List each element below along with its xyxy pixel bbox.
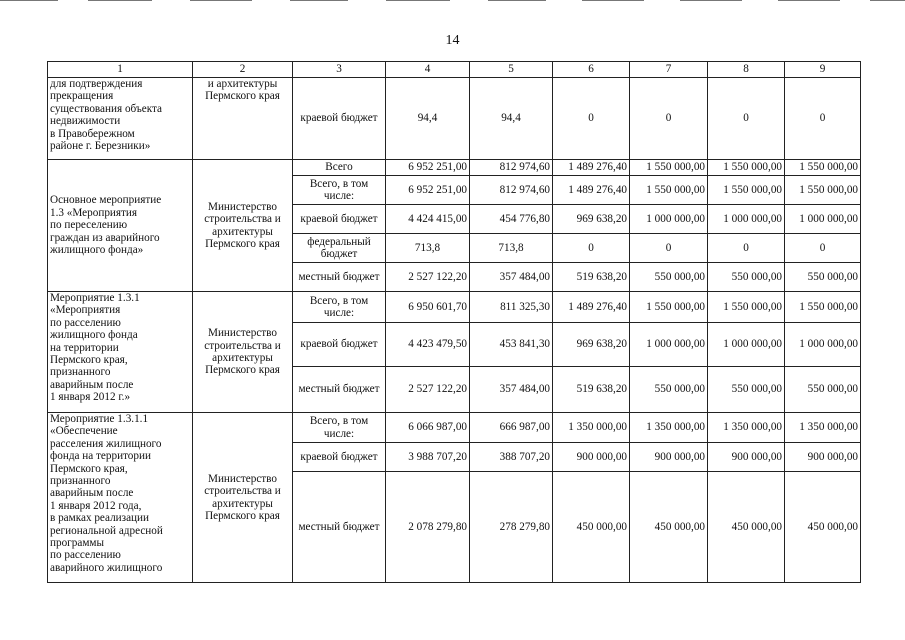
value-cell: 4 423 479,50 [386, 323, 470, 367]
table-row [48, 292, 861, 323]
value-cell: 0 [785, 78, 861, 160]
column-number: 8 [708, 62, 785, 78]
value-cell: 1 489 276,40 [553, 292, 630, 323]
value-cell: 2 078 279,80 [386, 472, 470, 583]
value-cell: 1 550 000,00 [630, 292, 708, 323]
value-cell: 969 638,20 [553, 205, 630, 234]
value-cell: 900 000,00 [785, 443, 861, 472]
item-line: Пермского края, [50, 462, 128, 475]
value-cell: 0 [553, 234, 630, 263]
value-cell: 1 350 000,00 [630, 413, 708, 443]
responsible-cell: Министерство строительства и архитектуры Пермского края [193, 160, 293, 292]
source-cell: Всего, в том числе: [293, 292, 386, 323]
source-cell: местный бюджет [293, 367, 386, 413]
source-cell: местный бюджет [293, 263, 386, 292]
value-cell: 519 638,20 [553, 263, 630, 292]
value-cell: 1 000 000,00 [630, 323, 708, 367]
value-cell: 453 841,30 [470, 323, 553, 367]
item-line: расселения жилищного [50, 437, 162, 450]
item-line: аварийным после [50, 487, 134, 500]
value-cell: 1 550 000,00 [708, 160, 785, 176]
item-line: Основное мероприятие [50, 194, 162, 207]
column-number: 6 [553, 62, 630, 78]
value-cell: 812 974,60 [470, 176, 553, 205]
value-cell: 450 000,00 [785, 472, 861, 583]
item-line: недвижимости [50, 115, 121, 128]
value-cell: 0 [708, 78, 785, 160]
value-cell: 278 279,80 [470, 472, 553, 583]
value-cell: 550 000,00 [708, 263, 785, 292]
source-cell: краевой бюджет [293, 78, 386, 160]
value-cell: 4 424 415,00 [386, 205, 470, 234]
value-cell: 1 000 000,00 [630, 205, 708, 234]
value-cell: 0 [785, 234, 861, 263]
value-cell: 550 000,00 [785, 367, 861, 413]
value-cell: 1 550 000,00 [785, 160, 861, 176]
value-cell: 550 000,00 [708, 367, 785, 413]
page-top-rule-marks [0, 0, 905, 4]
value-cell: 1 000 000,00 [785, 323, 861, 367]
value-cell: 6 952 251,00 [386, 176, 470, 205]
value-cell: 519 638,20 [553, 367, 630, 413]
value-cell: 1 000 000,00 [708, 205, 785, 234]
value-cell: 1 550 000,00 [630, 176, 708, 205]
value-cell: 900 000,00 [630, 443, 708, 472]
item-line: 1.3 «Мероприятия [50, 206, 138, 219]
value-cell: 811 325,30 [470, 292, 553, 323]
value-cell: 2 527 122,20 [386, 367, 470, 413]
value-cell: 550 000,00 [785, 263, 861, 292]
item-line: фонда на территории [50, 450, 151, 463]
responsible-cell: и архитектуры Пермского края [193, 78, 293, 160]
page-number: 14 [445, 33, 460, 48]
item-name-cell [48, 292, 193, 413]
table-row [48, 413, 861, 443]
item-line: аварийным после [50, 378, 134, 391]
item-line: «Мероприятия [50, 304, 121, 317]
value-cell: 0 [553, 78, 630, 160]
value-cell: 94,4 [470, 78, 553, 160]
item-line: Мероприятие 1.3.1 [50, 292, 140, 304]
source-cell: федеральный бюджет [293, 234, 386, 263]
value-cell: 666 987,00 [470, 413, 553, 443]
item-line: на территории [50, 341, 119, 354]
item-line: граждан из аварийного [50, 231, 160, 244]
value-cell: 1 550 000,00 [785, 292, 861, 323]
value-cell: 1 350 000,00 [553, 413, 630, 443]
value-cell: 94,4 [386, 78, 470, 160]
column-number: 7 [630, 62, 708, 78]
value-cell: 1 550 000,00 [708, 292, 785, 323]
value-cell: 550 000,00 [630, 263, 708, 292]
source-cell: местный бюджет [293, 472, 386, 583]
value-cell: 713,8 [386, 234, 470, 263]
value-cell: 454 776,80 [470, 205, 553, 234]
value-cell: 1 000 000,00 [785, 205, 861, 234]
value-cell: 0 [708, 234, 785, 263]
item-line: признанного [50, 366, 111, 379]
value-cell: 450 000,00 [553, 472, 630, 583]
item-line: 1 января 2012 года, [50, 499, 142, 512]
value-cell: 0 [630, 234, 708, 263]
column-number: 3 [293, 62, 386, 78]
item-line: признанного [50, 475, 111, 488]
value-cell: 1 550 000,00 [785, 176, 861, 205]
table-row [48, 78, 861, 160]
value-cell: 900 000,00 [553, 443, 630, 472]
value-cell: 1 350 000,00 [785, 413, 861, 443]
item-line: 1 января 2012 г.» [50, 391, 131, 404]
value-cell: 450 000,00 [630, 472, 708, 583]
column-number: 1 [48, 62, 193, 78]
item-line: жилищного фонда» [50, 244, 144, 257]
item-line: по расселению [50, 549, 121, 562]
value-cell: 1 489 276,40 [553, 176, 630, 205]
source-cell: краевой бюджет [293, 205, 386, 234]
source-cell: краевой бюджет [293, 443, 386, 472]
item-line: региональной адресной [50, 524, 163, 537]
value-cell: 1 000 000,00 [708, 323, 785, 367]
value-cell: 550 000,00 [630, 367, 708, 413]
value-cell: 6 950 601,70 [386, 292, 470, 323]
item-line: по расселению [50, 316, 121, 329]
item-line: «Обеспечение [50, 425, 118, 438]
value-cell: 900 000,00 [708, 443, 785, 472]
value-cell: 6 066 987,00 [386, 413, 470, 443]
item-line: Пермского края, [50, 354, 128, 367]
value-cell: 388 707,20 [470, 443, 553, 472]
table-header-row [48, 62, 861, 78]
value-cell: 1 489 276,40 [553, 160, 630, 176]
item-line: для подтверждения [50, 78, 143, 90]
responsible-cell: Министерство строительства и архитектуры Пермского края [193, 413, 293, 583]
item-line: в Правобережном [50, 127, 135, 140]
value-cell: 2 527 122,20 [386, 263, 470, 292]
column-number: 9 [785, 62, 861, 78]
item-line: Мероприятие 1.3.1.1 [50, 413, 149, 425]
column-number: 5 [470, 62, 553, 78]
value-cell: 6 952 251,00 [386, 160, 470, 176]
responsible-cell: Министерство строительства и архитектуры Пермского края [193, 292, 293, 413]
source-cell: краевой бюджет [293, 323, 386, 367]
value-cell: 1 550 000,00 [630, 160, 708, 176]
item-name-cell [48, 160, 193, 292]
item-name-cell [48, 78, 193, 160]
item-line: прекращения [50, 90, 114, 103]
item-line: жилищного фонда [50, 329, 138, 342]
value-cell: 1 550 000,00 [708, 176, 785, 205]
value-cell: 969 638,20 [553, 323, 630, 367]
column-number: 2 [193, 62, 293, 78]
item-line: программы [50, 537, 104, 550]
item-line: аварийного жилищного [50, 561, 163, 574]
value-cell: 713,8 [470, 234, 553, 263]
value-cell: 0 [630, 78, 708, 160]
value-cell: 3 988 707,20 [386, 443, 470, 472]
source-cell: Всего, в том числе: [293, 413, 386, 443]
value-cell: 450 000,00 [708, 472, 785, 583]
item-name-cell [48, 413, 193, 583]
value-cell: 812 974,60 [470, 160, 553, 176]
budget-table [47, 61, 861, 583]
item-line: в рамках реализации [50, 512, 150, 525]
item-line: районе г. Березники» [50, 140, 151, 153]
value-cell: 357 484,00 [470, 263, 553, 292]
source-cell: Всего, в том числе: [293, 176, 386, 205]
value-cell: 1 350 000,00 [708, 413, 785, 443]
table-row [48, 160, 861, 176]
item-line: существования объекта [50, 102, 162, 115]
column-number: 4 [386, 62, 470, 78]
value-cell: 357 484,00 [470, 367, 553, 413]
source-cell: Всего [293, 160, 386, 176]
item-line: по переселению [50, 219, 128, 232]
